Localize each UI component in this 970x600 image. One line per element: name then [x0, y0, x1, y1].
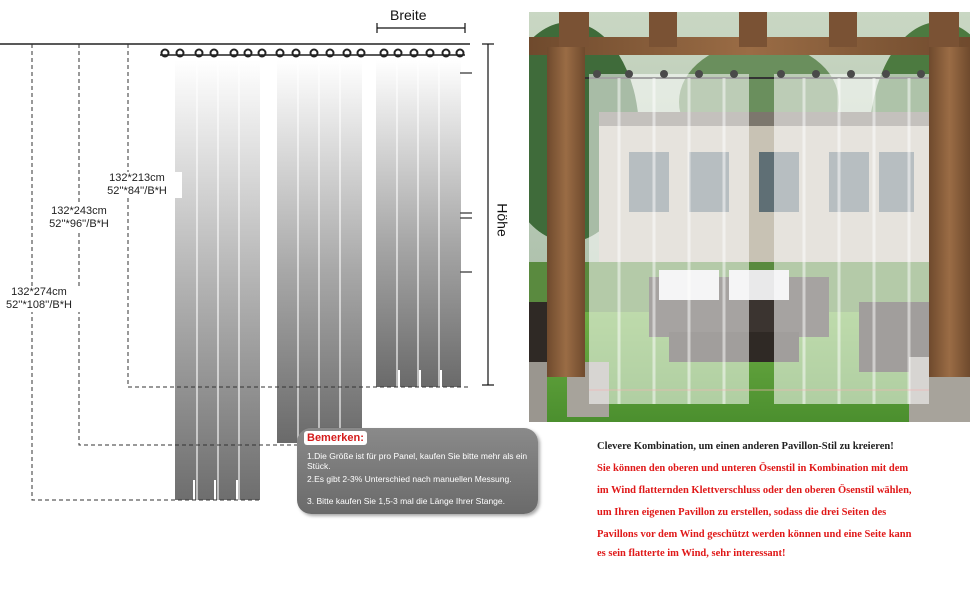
size-metric: 132*243cm	[51, 205, 107, 217]
curtain-panel-243	[277, 60, 362, 443]
note-item: 3. Bitte kaufen Sie 1,5-3 mal die Länge Ihrer Stange.	[307, 496, 505, 506]
height-label: Höhe	[494, 203, 511, 237]
description-line: im Wind flatternden Klettverschluss oder den oberen Ösenstil wählen,	[597, 485, 912, 496]
description-line: es sein flatterte im Wind, sehr interessant!	[597, 548, 786, 559]
note-item: 2.Es gibt 2-3% Unterschied nach manuellen Messung.	[307, 474, 512, 484]
size-label-243	[34, 205, 124, 231]
size-metric: 132*213cm	[109, 172, 165, 184]
curtain-panel-213	[376, 60, 461, 387]
notes-title: Bemerken:	[304, 431, 367, 445]
size-metric: 132*274cm	[11, 286, 67, 298]
description-line: Pavillons vor dem Wind geschützt werden können und eine Seite kann	[597, 529, 912, 540]
size-imperial: 52''*108''/B*H	[6, 299, 72, 311]
size-imperial: 52''*96''/B*H	[49, 218, 109, 230]
description-line: Sie können den oberen und unteren Ösenstil in Kombination mit dem	[597, 463, 909, 474]
description-line: um Ihren eigenen Pavillon zu erstellen, sodass die drei Seiten des	[597, 507, 887, 518]
curtain-panel-274	[175, 60, 260, 500]
note-item: 1.Die Größe ist für pro Panel, kaufen Sie bitte mehr als ein Stück.	[307, 451, 528, 471]
pergola-photo	[529, 12, 970, 422]
hook-marks	[460, 73, 472, 272]
size-label-274	[0, 286, 84, 312]
size-label-213	[92, 172, 182, 198]
description-headline: Clevere Kombination, um einen anderen Pavillon-Stil zu kreieren!	[597, 441, 894, 452]
width-label: Breite	[390, 7, 427, 23]
size-imperial: 52''*84''/B*H	[107, 185, 167, 197]
